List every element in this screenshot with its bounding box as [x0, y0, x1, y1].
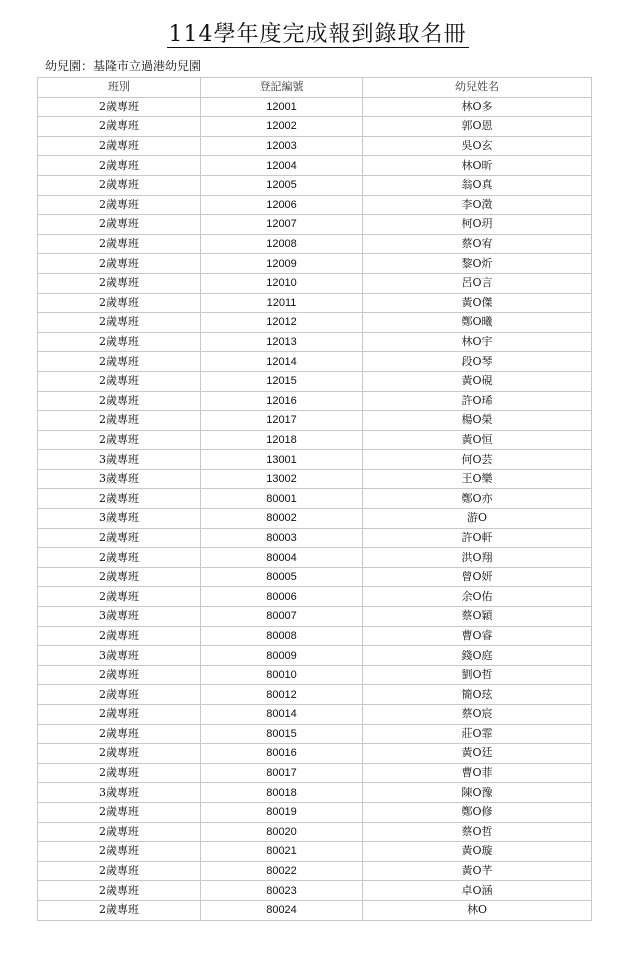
row-child-name-cell: 劉O哲 — [363, 665, 592, 685]
enrollment-table — [37, 77, 592, 921]
row-class-cell: 2歲專班 — [38, 685, 201, 705]
row-class-cell: 3歲專班 — [38, 607, 201, 627]
table-row — [38, 195, 592, 215]
row-class-cell: 2歲專班 — [38, 881, 201, 901]
table-row — [38, 646, 592, 666]
row-class-cell: 2歲專班 — [38, 489, 201, 509]
table-row — [38, 215, 592, 235]
table-row — [38, 900, 592, 920]
row-class-cell: 3歲專班 — [38, 469, 201, 489]
row-registration-number-cell: 12014 — [201, 352, 363, 372]
document-title-text: 114學年度完成報到錄取名冊 — [168, 22, 467, 47]
table-row — [38, 705, 592, 725]
table-row — [38, 567, 592, 587]
table-row — [38, 665, 592, 685]
row-child-name-cell: 黎O炘 — [363, 254, 592, 274]
kindergarten-name: 幼兒園：基隆市立過港幼兒園 — [45, 59, 202, 73]
row-registration-number-cell: 12015 — [201, 371, 363, 391]
row-child-name-cell: 黃O硯 — [363, 371, 592, 391]
row-registration-number-cell: 80004 — [201, 548, 363, 568]
row-class-cell: 2歲專班 — [38, 156, 201, 176]
document-title — [0, 20, 635, 50]
row-class-cell: 2歲專班 — [38, 117, 201, 137]
row-child-name-cell: 黃O廷 — [363, 744, 592, 764]
row-class-cell: 2歲專班 — [38, 391, 201, 411]
row-child-name-cell: 黃O恒 — [363, 430, 592, 450]
header-row — [38, 78, 592, 98]
table-row — [38, 97, 592, 117]
row-registration-number-cell: 80019 — [201, 802, 363, 822]
row-class-cell: 3歲專班 — [38, 646, 201, 666]
row-class-cell: 2歲專班 — [38, 273, 201, 293]
row-registration-number-cell: 80021 — [201, 842, 363, 862]
table-row — [38, 273, 592, 293]
row-child-name-cell: 段O琴 — [363, 352, 592, 372]
table-body — [38, 97, 592, 920]
table-row — [38, 509, 592, 529]
table-row — [38, 489, 592, 509]
row-child-name-cell: 許O琋 — [363, 391, 592, 411]
row-child-name-cell: 何O芸 — [363, 450, 592, 470]
row-child-name-cell: 簡O玹 — [363, 685, 592, 705]
table-row — [38, 685, 592, 705]
row-registration-number-cell: 80003 — [201, 528, 363, 548]
row-child-name-cell: 呂O言 — [363, 273, 592, 293]
row-registration-number-cell: 80002 — [201, 509, 363, 529]
row-class-cell: 2歲專班 — [38, 763, 201, 783]
row-child-name-cell: 楊O榮 — [363, 411, 592, 431]
row-registration-number-cell: 80001 — [201, 489, 363, 509]
row-class-cell: 2歲專班 — [38, 548, 201, 568]
row-class-cell: 2歲專班 — [38, 97, 201, 117]
row-registration-number-cell: 80023 — [201, 881, 363, 901]
row-registration-number-cell: 80018 — [201, 783, 363, 803]
row-registration-number-cell: 80007 — [201, 607, 363, 627]
table-row — [38, 234, 592, 254]
row-child-name-cell: 鄭O修 — [363, 802, 592, 822]
table-row — [38, 293, 592, 313]
table-row — [38, 254, 592, 274]
table-row — [38, 430, 592, 450]
row-class-cell: 2歲專班 — [38, 587, 201, 607]
row-class-cell: 2歲專班 — [38, 567, 201, 587]
row-child-name-cell: 林O — [363, 900, 592, 920]
row-registration-number-cell: 80022 — [201, 861, 363, 881]
row-child-name-cell: 翁O真 — [363, 175, 592, 195]
row-registration-number-cell: 12002 — [201, 117, 363, 137]
row-child-name-cell: 曹O睿 — [363, 626, 592, 646]
table-row — [38, 352, 592, 372]
row-registration-number-cell: 80006 — [201, 587, 363, 607]
row-child-name-cell: 卓O涵 — [363, 881, 592, 901]
row-class-cell: 2歲專班 — [38, 313, 201, 333]
table-row — [38, 822, 592, 842]
row-registration-number-cell: 12018 — [201, 430, 363, 450]
table-row — [38, 332, 592, 352]
row-child-name-cell: 莊O霏 — [363, 724, 592, 744]
row-class-cell: 2歲專班 — [38, 724, 201, 744]
table-row — [38, 724, 592, 744]
row-class-cell: 3歲專班 — [38, 450, 201, 470]
row-registration-number-cell: 80012 — [201, 685, 363, 705]
table-header — [38, 78, 592, 98]
row-child-name-cell: 黃O璇 — [363, 842, 592, 862]
row-registration-number-cell: 12005 — [201, 175, 363, 195]
row-class-cell: 2歲專班 — [38, 254, 201, 274]
row-child-name-cell: 李O澂 — [363, 195, 592, 215]
row-child-name-cell: 蔡O宸 — [363, 705, 592, 725]
table-row — [38, 156, 592, 176]
row-class-cell: 2歲專班 — [38, 352, 201, 372]
row-class-cell: 3歲專班 — [38, 783, 201, 803]
row-child-name-cell: 余O佑 — [363, 587, 592, 607]
table-row — [38, 744, 592, 764]
row-class-cell: 2歲專班 — [38, 136, 201, 156]
row-registration-number-cell: 12010 — [201, 273, 363, 293]
header-child-name: 幼兒姓名 — [363, 78, 592, 98]
row-class-cell: 2歲專班 — [38, 802, 201, 822]
row-registration-number-cell: 80017 — [201, 763, 363, 783]
row-registration-number-cell: 12017 — [201, 411, 363, 431]
row-class-cell: 2歲專班 — [38, 234, 201, 254]
table-row — [38, 587, 592, 607]
row-registration-number-cell: 80009 — [201, 646, 363, 666]
row-child-name-cell: 王O樂 — [363, 469, 592, 489]
row-class-cell: 2歲專班 — [38, 626, 201, 646]
row-registration-number-cell: 12001 — [201, 97, 363, 117]
row-registration-number-cell: 80014 — [201, 705, 363, 725]
row-class-cell: 2歲專班 — [38, 411, 201, 431]
row-child-name-cell: 鄭O亦 — [363, 489, 592, 509]
row-class-cell: 2歲專班 — [38, 293, 201, 313]
table-row — [38, 607, 592, 627]
header-registration-number: 登記編號 — [201, 78, 363, 98]
row-registration-number-cell: 80024 — [201, 900, 363, 920]
row-class-cell: 2歲專班 — [38, 705, 201, 725]
row-child-name-cell: 蔡O宥 — [363, 234, 592, 254]
row-class-cell: 2歲專班 — [38, 744, 201, 764]
row-child-name-cell: 曹O菲 — [363, 763, 592, 783]
row-child-name-cell: 黃O傑 — [363, 293, 592, 313]
row-child-name-cell: 柯O玥 — [363, 215, 592, 235]
row-class-cell: 2歲專班 — [38, 665, 201, 685]
row-child-name-cell: 林O昕 — [363, 156, 592, 176]
row-class-cell: 2歲專班 — [38, 822, 201, 842]
row-registration-number-cell: 12008 — [201, 234, 363, 254]
row-registration-number-cell: 80005 — [201, 567, 363, 587]
table-row — [38, 469, 592, 489]
row-child-name-cell: 黃O芊 — [363, 861, 592, 881]
row-child-name-cell: 林O多 — [363, 97, 592, 117]
table-row — [38, 861, 592, 881]
table-row — [38, 528, 592, 548]
row-registration-number-cell: 12016 — [201, 391, 363, 411]
row-registration-number-cell: 12007 — [201, 215, 363, 235]
row-child-name-cell: 郭O恩 — [363, 117, 592, 137]
row-registration-number-cell: 80020 — [201, 822, 363, 842]
row-class-cell: 2歲專班 — [38, 861, 201, 881]
row-registration-number-cell: 12012 — [201, 313, 363, 333]
row-class-cell: 2歲專班 — [38, 430, 201, 450]
table-row — [38, 842, 592, 862]
row-class-cell: 3歲專班 — [38, 509, 201, 529]
row-class-cell: 2歲專班 — [38, 842, 201, 862]
header-class: 班別 — [38, 78, 201, 98]
row-registration-number-cell: 13001 — [201, 450, 363, 470]
table-row — [38, 450, 592, 470]
row-child-name-cell: 蔡O哲 — [363, 822, 592, 842]
row-registration-number-cell: 12011 — [201, 293, 363, 313]
table-row — [38, 881, 592, 901]
row-class-cell: 2歲專班 — [38, 900, 201, 920]
row-class-cell: 2歲專班 — [38, 332, 201, 352]
row-registration-number-cell: 80010 — [201, 665, 363, 685]
row-child-name-cell: 林O宇 — [363, 332, 592, 352]
row-child-name-cell: 游O — [363, 509, 592, 529]
row-registration-number-cell: 12009 — [201, 254, 363, 274]
table-row — [38, 136, 592, 156]
table-row — [38, 391, 592, 411]
table-row — [38, 371, 592, 391]
row-child-name-cell: 洪O翔 — [363, 548, 592, 568]
row-child-name-cell: 陳O豫 — [363, 783, 592, 803]
table-row — [38, 411, 592, 431]
row-registration-number-cell: 12006 — [201, 195, 363, 215]
table-row — [38, 313, 592, 333]
row-child-name-cell: 許O軒 — [363, 528, 592, 548]
table-row — [38, 117, 592, 137]
row-child-name-cell: 吳O玄 — [363, 136, 592, 156]
row-registration-number-cell: 12013 — [201, 332, 363, 352]
row-registration-number-cell: 80016 — [201, 744, 363, 764]
row-child-name-cell: 鄭O曦 — [363, 313, 592, 333]
table-row — [38, 548, 592, 568]
row-class-cell: 2歲專班 — [38, 371, 201, 391]
row-registration-number-cell: 12004 — [201, 156, 363, 176]
table-row — [38, 175, 592, 195]
row-registration-number-cell: 13002 — [201, 469, 363, 489]
row-registration-number-cell: 80008 — [201, 626, 363, 646]
table-row — [38, 783, 592, 803]
row-class-cell: 2歲專班 — [38, 528, 201, 548]
row-registration-number-cell: 80015 — [201, 724, 363, 744]
row-child-name-cell: 曾O妍 — [363, 567, 592, 587]
row-child-name-cell: 蔡O穎 — [363, 607, 592, 627]
table-row — [38, 763, 592, 783]
table-row — [38, 802, 592, 822]
row-child-name-cell: 錢O庭 — [363, 646, 592, 666]
row-class-cell: 2歲專班 — [38, 195, 201, 215]
table-row — [38, 626, 592, 646]
row-class-cell: 2歲專班 — [38, 175, 201, 195]
row-registration-number-cell: 12003 — [201, 136, 363, 156]
row-class-cell: 2歲專班 — [38, 215, 201, 235]
